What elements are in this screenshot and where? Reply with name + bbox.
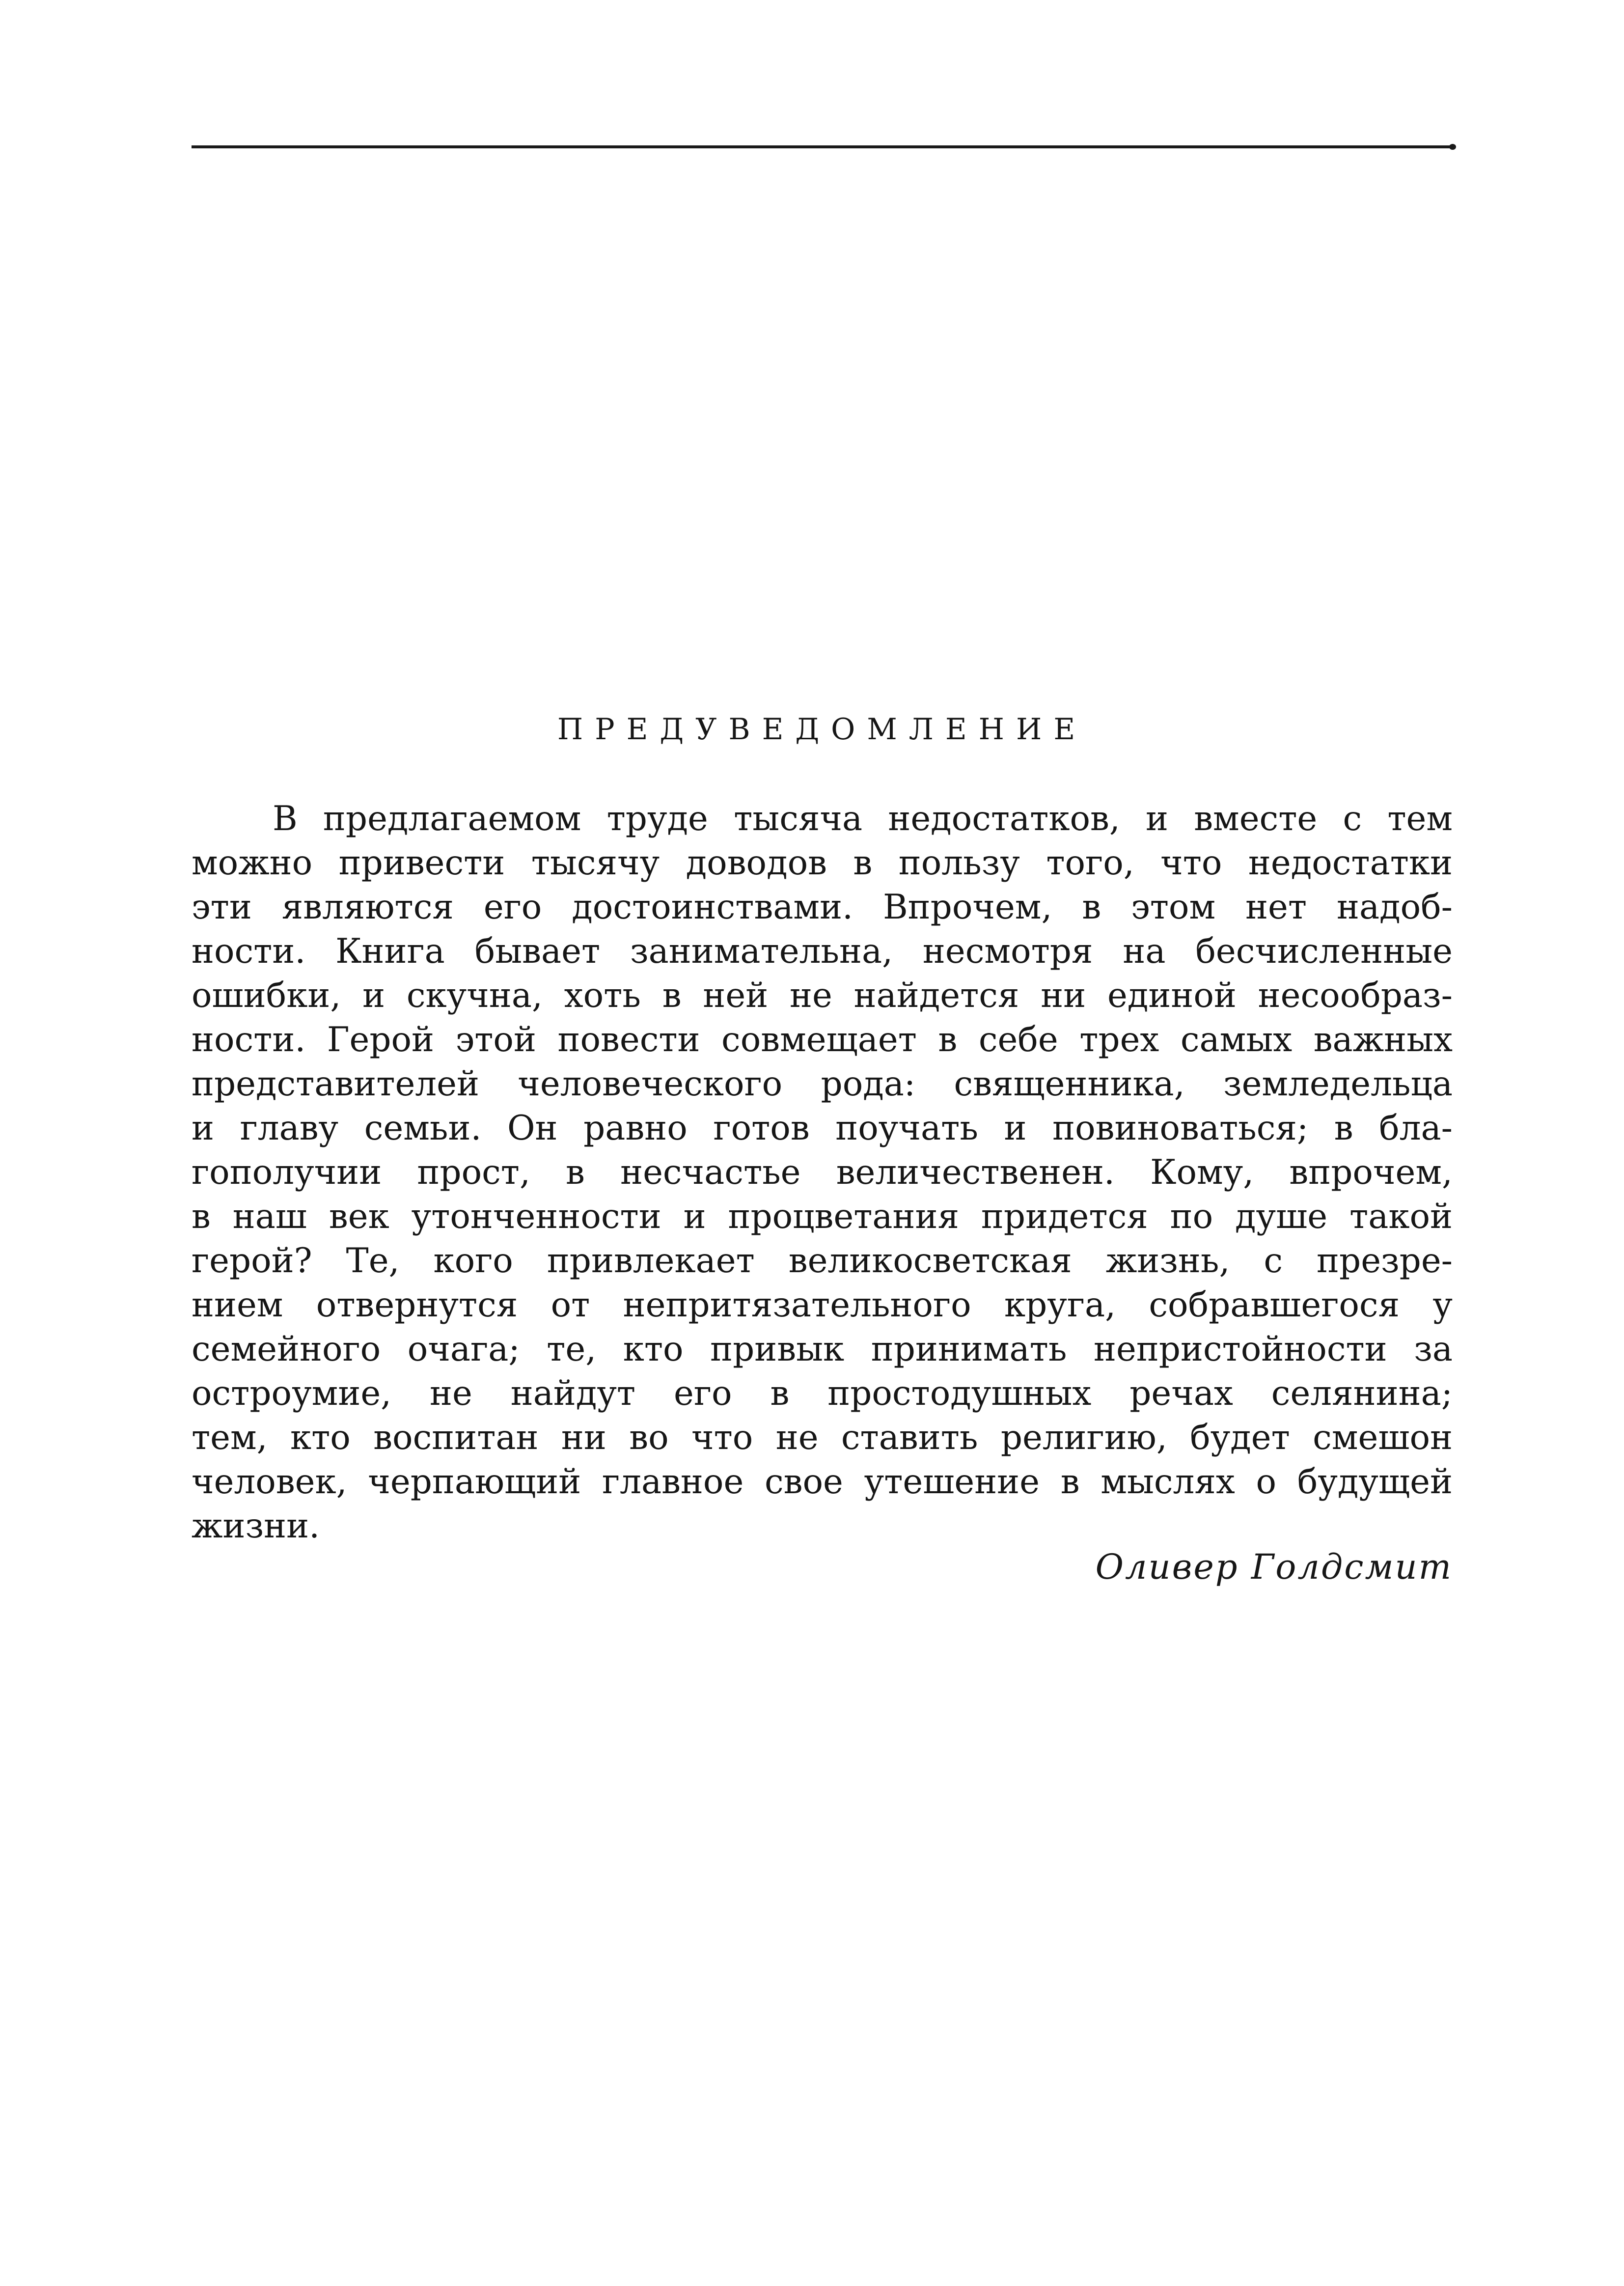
paragraph-line: ошибки, и скучна, хоть в ней не найдется ни единой несообраз- [192, 976, 1453, 1015]
paragraph-line: эти являются его достоинствами. Впрочем, в этом нет надоб- [192, 888, 1453, 927]
paragraph-line: остроумие, не найдут его в простодушных речах селянина; [192, 1374, 1453, 1413]
paragraph-line: герой? Те, кого привлекает великосветская жизнь, с презре- [192, 1241, 1453, 1281]
author-signature: Оливер Голдсмит [1095, 1547, 1453, 1587]
paragraph-line: ности. Герой этой повести совмещает в себе трех самых важных [192, 1020, 1453, 1059]
paragraph-line: ности. Книга бывает занимательна, несмотря на бесчисленные [192, 932, 1453, 971]
paragraph-line: нием отвернутся от непритязательного круга, собравшегося у [192, 1285, 1453, 1325]
paragraph-line: жизни. [192, 1506, 320, 1546]
page-heading: ПРЕДУВЕДОМЛЕНИЕ [557, 712, 1087, 747]
paragraph-line: тем, кто воспитан ни во что не ставить религию, будет смешон [192, 1418, 1453, 1457]
paragraph-line: можно привести тысячу доводов в пользу того, что недостатки [192, 843, 1453, 883]
paragraph-line: представителей человеческого рода: священника, земледельца [192, 1064, 1453, 1104]
top-horizontal-rule [192, 145, 1451, 148]
paragraph-line: гополучии прост, в несчастье величественен. Кому, впрочем, [192, 1153, 1453, 1192]
paragraph-line: в наш век утонченности и процветания придется по душе такой [192, 1197, 1453, 1236]
paragraph-line: человек, черпающий главное свое утешение в мыслях о будущей [192, 1462, 1453, 1502]
paragraph-line: и главу семьи. Он равно готов поучать и повиноваться; в бла- [192, 1109, 1453, 1148]
preface-paragraph [192, 797, 1453, 1548]
paragraph-line: семейного очага; те, кто привык принимать непристойности за [192, 1330, 1453, 1369]
paragraph-line: В предлагаемом труде тысяча недостатков, и вместе с тем [273, 799, 1453, 838]
